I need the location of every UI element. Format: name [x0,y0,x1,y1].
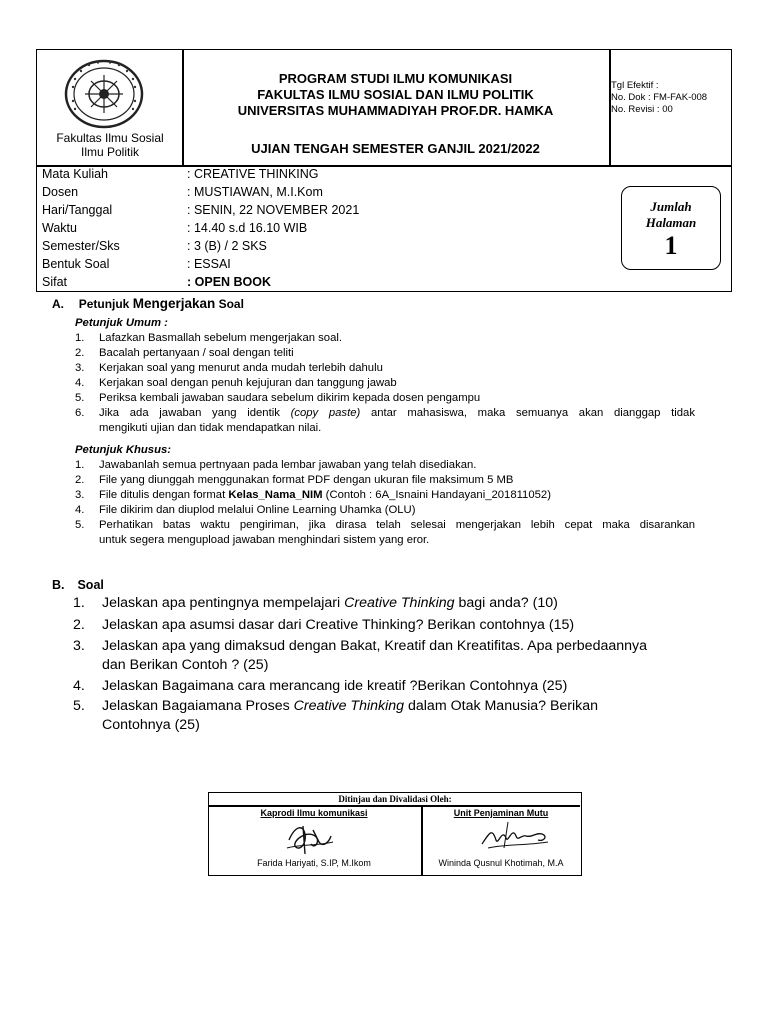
section-marker: A. [52,297,64,311]
info-row [42,201,442,219]
list-item: 3. Kerjakan soal yang menurut anda mudah terlebih dahulu [75,362,383,374]
question-item: 3. Jelaskan apa yang dimaksud dengan Bakat, Kreatif dan Kreatifitas. Apa perbedaannya [73,638,648,654]
page-count-label: Halaman [645,215,697,230]
info-label: Mata Kuliah [42,167,109,181]
info-row [42,273,442,291]
university-logo [63,59,145,129]
document-number: No. Dok : FM-FAK-008 [611,92,708,103]
exam-info [42,165,442,291]
revision-number: No. Revisi : 00 [611,104,673,115]
header-title [183,71,608,119]
info-value: : 3 (B) / 2 SKS [187,239,267,253]
info-label: Bentuk Soal [42,257,110,271]
info-label: Hari/Tanggal [42,203,113,217]
list-item-continuation: untuk segera mengupload jawaban menghindari sistem yang eror. [99,534,430,546]
info-value: : SENIN, 22 NOVEMBER 2021 [187,203,360,217]
list-item: 5. Periksa kembali jawaban saudara sebelum dikirim kepada dosen pengampu [75,392,481,404]
info-value: : 14.40 s.d 16.10 WIB [187,221,308,235]
question-item: 4. Jelaskan Bagaimana cara merancang ide kreatif ?Berikan Contohnya (25) [73,678,568,694]
section-marker: B. [52,578,65,592]
info-row [42,219,442,237]
list-item: 4. File dikirim dan diuplod melalui Online Learning Uhamka (OLU) [75,504,416,516]
question-item: 5. Jelaskan Bagaiamana Proses Creative Thinking dalam Otak Manusia? Berikan [73,698,599,714]
page-count-value: 1 [664,231,678,260]
section-title: Soal [77,578,104,592]
info-value: : ESSAI [187,257,231,271]
info-row [42,165,442,183]
info-label: Dosen [42,185,79,199]
info-label: Waktu [42,221,77,235]
kaprodi-name: Farida Hariyati, S.IP, M.Ikom [257,858,371,868]
faculty-caption [40,131,180,159]
faculty-caption-line: Fakultas Ilmu Sosial [56,131,164,145]
list-item: 5. Perhatikan batas waktu pengiriman, jika dirasa telah selesai mengerjakan lebih cepat maka disarankan [75,519,695,531]
info-row [42,237,442,255]
quality-unit-signature [478,818,554,852]
document-meta [611,80,707,116]
exam-title: UJIAN TENGAH SEMESTER GANJIL 2021/2022 [251,141,540,156]
question-continuation: Contohnya (25) [102,717,200,733]
section-a-heading [52,296,244,312]
list-item-continuation: mengikuti ujian dan tidak mendapatkan nilai. [99,422,322,434]
list-item: 1. Lafazkan Basmallah sebelum mengerjakan soal. [75,332,343,344]
quality-unit-name: Wininda Qusnul Khotimah, M.A [438,858,564,868]
kaprodi-signature [285,820,335,856]
program-title: PROGRAM STUDI ILMU KOMUNIKASI [278,71,513,86]
info-label: Semester/Sks [42,239,120,253]
kaprodi-role: Kaprodi Ilmu komunikasi [260,808,368,818]
list-item: 3. File ditulis dengan format Kelas_Nama_NIM (Contoh : 6A_Isnaini Handayani_201811052) [75,489,551,501]
info-value: : MUSTIAWAN, M.I.Kom [187,185,323,199]
quality-unit-role: Unit Penjaminan Mutu [453,808,549,818]
specific-instructions-title: Petunjuk Khusus: [75,444,172,456]
list-item: 4. Kerjakan soal dengan penuh kejujuran dan tanggung jawab [75,377,397,389]
info-value: : OPEN BOOK [187,275,272,289]
section-b-heading [52,577,104,593]
general-instructions-title: Petunjuk Umum : [75,317,168,329]
question-item: 2. Jelaskan apa asumsi dasar dari Creative Thinking? Berikan contohnya (15) [73,617,575,633]
list-item: 6. Jika ada jawaban yang identik (copy paste) antar mahasiswa, maka semuanya akan dianggap tidak [75,407,695,419]
question-continuation: dan Berikan Contoh ? (25) [102,657,269,673]
general-instructions-list [75,331,695,436]
page-count-box [621,186,721,270]
info-value: : CREATIVE THINKING [187,167,319,181]
section-title-part: Soal [215,297,244,311]
info-label: Sifat [42,275,68,289]
info-row [42,255,442,273]
university-title: UNIVERSITAS MUHAMMADIYAH PROF.DR. HAMKA [237,103,554,118]
section-title-part: Petunjuk [78,297,133,311]
list-item: 2. File yang diunggah menggunakan format PDF dengan ukuran file maksimum 5 MB [75,474,514,486]
section-title-part: Mengerjakan [132,296,216,311]
list-item: 2. Bacalah pertanyaan / soal dengan teliti [75,347,294,359]
questions-list [73,594,713,735]
info-row [42,183,442,201]
faculty-title: FAKULTAS ILMU SOSIAL DAN ILMU POLITIK [257,87,534,102]
list-item: 1. Jawabanlah semua pertnyaan pada lembar jawaban yang telah disediakan. [75,459,477,471]
page-count-label: Jumlah [650,199,692,214]
specific-instructions-list [75,458,695,548]
effective-date: Tgl Efektif : [611,80,659,91]
faculty-caption-line: Ilmu Politik [80,145,139,159]
question-item: 1. Jelaskan apa pentingnya mempelajari Creative Thinking bagi anda? (10) [73,595,558,611]
validation-title: Ditinjau dan Divalidasi Oleh: [338,794,452,804]
